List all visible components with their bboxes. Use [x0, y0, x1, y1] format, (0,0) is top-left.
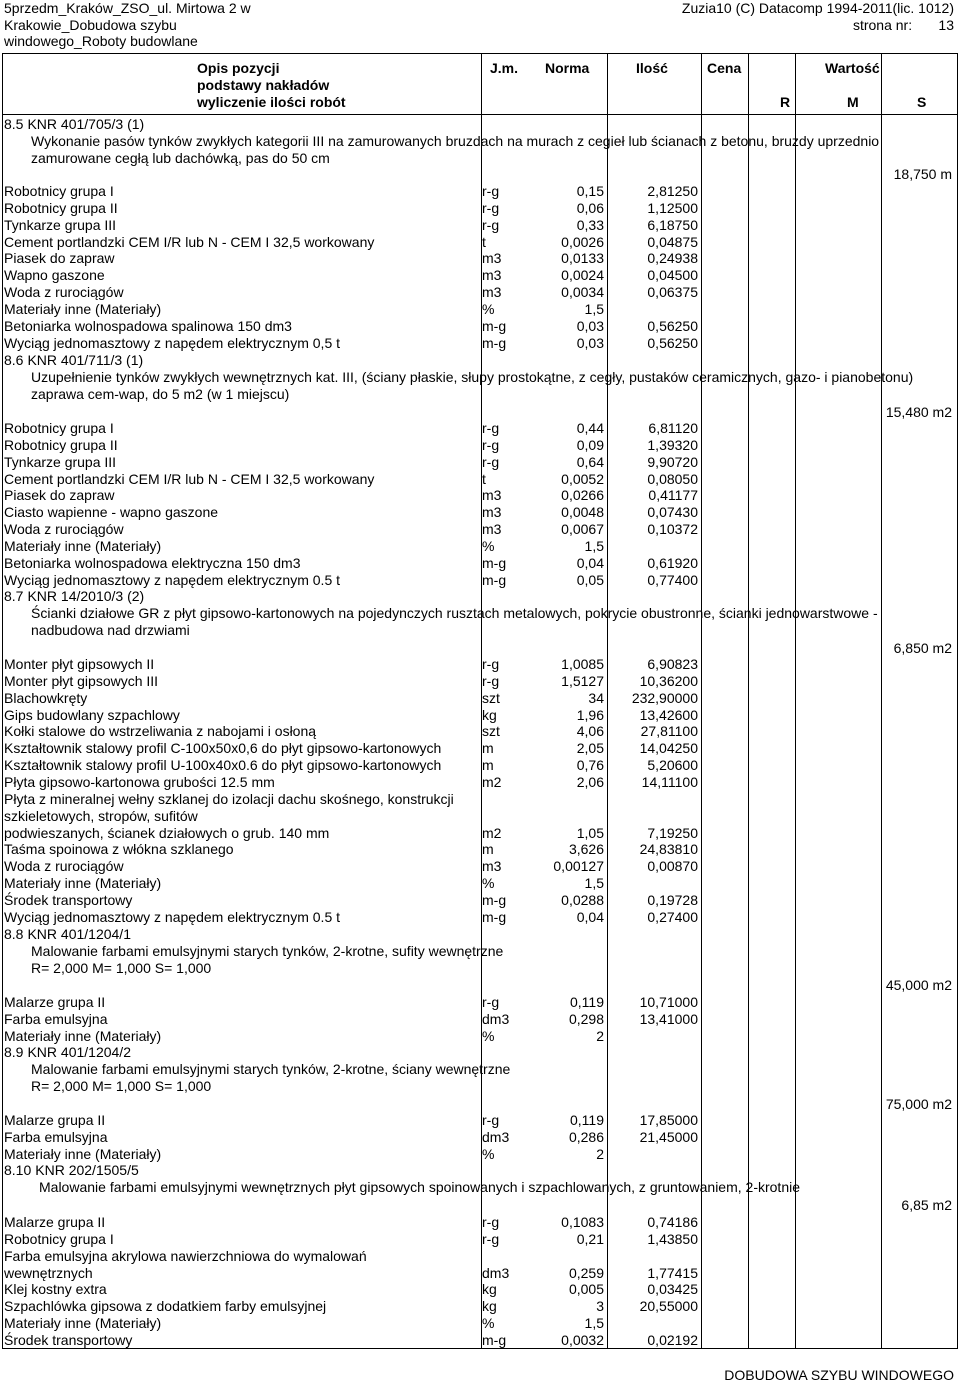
position-description: Uzupełnienie tynków zwykłych wewnętrznych kat. III, (ściany płaskie, słupy prostokątne, z cegły, pustaków ceramicznych, gazo- i pianobetonu): [31, 369, 914, 385]
cell-qty: 14,11100: [641, 773, 698, 790]
cell-norm: 0,05: [576, 571, 604, 588]
cell-qty: 0,06375: [647, 284, 698, 301]
header-divider: [3, 114, 957, 115]
cell-qty: 0,56250: [647, 317, 698, 334]
col-desc-line-3: wyliczenie ilości robót: [197, 94, 346, 110]
cell-desc: Betoniarka wolnospadowa spalinowa 150 dm3: [4, 317, 292, 334]
col-desc-line-1: Opis pozycji: [197, 60, 280, 76]
table-row: [0, 1281, 960, 1298]
cell-unit: dm3: [482, 1264, 510, 1281]
cell-qty: 0,04875: [647, 233, 698, 250]
column-header-m: M: [847, 94, 859, 110]
column-header-unit: J.m.: [490, 60, 519, 76]
table-row: [0, 250, 960, 267]
position-no: 8.8: [4, 926, 24, 942]
header-right: [682, 0, 954, 33]
cell-desc: Robotnicy grupa II: [4, 199, 118, 216]
cell-qty: 0,04500: [647, 267, 698, 284]
position-code: KNR 401/1204/1: [27, 926, 131, 942]
column-header-norm: Norma: [545, 60, 590, 76]
table-row: [0, 183, 960, 200]
page-number: 13: [938, 16, 954, 33]
cell-norm: 1,5: [584, 875, 604, 892]
header-line-1: 5przedm_Kraków_ZSO_ul. Mirtowa 2 w: [4, 0, 251, 16]
table-row: [0, 200, 960, 217]
cell-desc: Materiały inne (Materiały): [4, 1145, 162, 1162]
table-row: [0, 994, 960, 1011]
cell-unit: r-g: [482, 1214, 500, 1230]
cell-desc: Materiały inne (Materiały): [4, 1027, 162, 1044]
cell-unit: m3: [482, 504, 502, 521]
cell-qty: 0,08050: [647, 470, 698, 487]
cell-unit: r-g: [482, 656, 500, 672]
cell-norm: 0,0266: [561, 487, 604, 504]
cell-qty: 0,00870: [647, 858, 698, 875]
cell-unit: %: [482, 1315, 495, 1332]
cell-qty: 1,12500: [647, 199, 698, 216]
position-no: 8.9: [4, 1044, 24, 1060]
cell-unit: kg: [482, 706, 497, 723]
cell-desc: Robotnicy grupa I: [4, 420, 114, 436]
cell-desc: Piasek do zapraw: [4, 250, 115, 267]
cell-norm: 0,0034: [561, 284, 604, 301]
position-number: [4, 352, 143, 369]
table-row: [0, 301, 960, 318]
position-code: KNR 202/1505/5: [35, 1162, 139, 1178]
column-header-quantity: Ilość: [636, 60, 668, 76]
cell-qty: 17,85000: [639, 1112, 698, 1128]
column-header-r: R: [780, 94, 791, 110]
cell-norm: 2,05: [576, 740, 604, 757]
cell-desc: Szpachlówka gipsowa z dodatkiem farby emulsyjnej: [4, 1298, 327, 1315]
cell-unit: r-g: [482, 672, 500, 689]
cell-qty: 20,55000: [639, 1298, 698, 1315]
page-indicator: [682, 17, 954, 34]
header-line-2: Krakowie_Dobudowa szybu: [4, 16, 177, 33]
cell-desc: Wyciąg jednomasztowy z napędem elektrycznym 0,5 t: [4, 334, 341, 351]
position-description: zamurowane cegłą lub dachówką, pas do 50 cm: [31, 150, 330, 166]
position-quantity: 18,750 m: [893, 166, 952, 182]
position-quantity: 45,000 m2: [885, 977, 952, 993]
column-header-value: Wartość: [825, 60, 880, 76]
cell-norm: 0,76: [576, 757, 604, 774]
cell-desc: Płyta z mineralnej wełny szklanej do izolacji dachu skośnego, konstrukcji: [4, 790, 454, 807]
cell-desc: Farba emulsyjna akrylowa nawierzchniowa do wymalowań: [4, 1247, 367, 1264]
cell-desc: Woda z rurociągów: [4, 521, 124, 538]
position-number: [4, 588, 144, 605]
cell-norm: 2,06: [576, 773, 604, 790]
table-row: [0, 521, 960, 538]
cell-unit: dm3: [482, 1010, 510, 1027]
cell-desc: podwieszanych, ścianek działowych o grub. 140 mm: [4, 824, 330, 841]
cell-qty: 10,71000: [639, 994, 698, 1010]
cell-norm: 0,0032: [561, 1331, 604, 1348]
cell-norm: 0,03: [576, 334, 604, 351]
cell-desc: Woda z rurociągów: [4, 858, 124, 875]
cell-norm: 0,04: [576, 908, 604, 925]
cell-unit: r-g: [482, 994, 500, 1010]
cell-qty: 2,81250: [647, 183, 698, 199]
table-row: [0, 1231, 960, 1248]
cell-unit: m: [482, 757, 494, 774]
table-row: [0, 487, 960, 504]
table-row: [0, 1112, 960, 1129]
cell-desc: Płyta gipsowo-kartonowa grubości 12.5 mm: [4, 773, 275, 790]
cell-norm: 2: [596, 1145, 604, 1162]
table-row: [0, 690, 960, 707]
position-description: Malowanie farbami emulsyjnymi wewnętrznych płyt gipsowych spoinowanych i szpachlowanych, z gruntowaniem, 2-krotnie: [39, 1179, 801, 1195]
cell-norm: 0,64: [576, 453, 604, 470]
header-line-3: windowego_Roboty budowlane: [4, 33, 198, 49]
cell-unit: m-g: [482, 1331, 507, 1348]
cell-unit: m3: [482, 858, 502, 875]
table-row: [0, 267, 960, 284]
cell-norm: 0,33: [576, 216, 604, 233]
table-row: [0, 437, 960, 454]
cell-norm: 0,21: [576, 1230, 604, 1247]
cell-norm: 0,0024: [561, 267, 604, 284]
position-number: [4, 116, 144, 133]
cell-unit: dm3: [482, 1128, 510, 1145]
cell-norm: 0,44: [576, 420, 604, 436]
cell-unit: m2: [482, 773, 502, 790]
cell-norm: 1,96: [576, 706, 604, 723]
col-desc-line-2: podstawy nakładów: [197, 77, 330, 93]
table-row: [0, 471, 960, 488]
cell-unit: %: [482, 1027, 495, 1044]
header-left: [4, 0, 251, 50]
cell-unit: m2: [482, 824, 502, 841]
cell-unit: %: [482, 300, 495, 317]
position-description: Wykonanie pasów tynków zwykłych kategorii III na zamurowanych bruzdach na murach z cegieł lub ścianach z betonu, bruzdy uprzednio: [31, 133, 880, 149]
cell-norm: 1,5: [584, 1315, 604, 1332]
cell-qty: 0,41177: [648, 487, 698, 504]
cell-desc: Wapno gaszone: [4, 267, 105, 284]
cell-desc: Środek transportowy: [4, 891, 133, 908]
position-description: Malowanie farbami emulsyjnymi starych tynków, 2-krotne, ściany wewnętrzne: [31, 1061, 511, 1077]
cell-unit: m-g: [482, 891, 507, 908]
cell-qty: 7,19250: [647, 824, 698, 841]
cell-desc: Materiały inne (Materiały): [4, 537, 162, 554]
position-code: KNR 401/711/3 (1): [27, 352, 144, 368]
cell-desc: Robotnicy grupa II: [4, 436, 118, 453]
table-row: [0, 420, 960, 437]
cell-unit: m-g: [482, 334, 507, 351]
cell-desc: Malarze grupa II: [4, 1112, 106, 1128]
cell-desc: Farba emulsyjna: [4, 1128, 108, 1145]
cell-qty: 0,02192: [647, 1331, 698, 1348]
position-quantity: 15,480 m2: [885, 404, 952, 420]
table-row: [0, 757, 960, 774]
cell-qty: 6,90823: [647, 656, 698, 672]
cell-unit: %: [482, 1145, 495, 1162]
cell-unit: m3: [482, 250, 502, 267]
cell-qty: 0,07430: [647, 504, 698, 521]
cell-qty: 0,77400: [647, 571, 698, 588]
cell-qty: 6,18750: [647, 216, 698, 233]
cell-unit: r-g: [482, 216, 500, 233]
cell-unit: t: [482, 233, 486, 250]
table-row: [0, 1028, 960, 1045]
cell-unit: t: [482, 470, 486, 487]
position-description: Ścianki działowe GR z płyt gipsowo-kartonowych na pojedynczych rusztach metalowych, pokrycie obustronne, ścianki jednowarstwowe -: [31, 605, 878, 621]
cell-norm: 0,0288: [561, 891, 604, 908]
cell-unit: r-g: [482, 420, 500, 436]
table-row: [0, 217, 960, 234]
cell-desc: Materiały inne (Materiały): [4, 300, 162, 317]
cell-unit: szt: [482, 689, 500, 706]
cell-norm: 0,03: [576, 317, 604, 334]
cell-unit: m: [482, 841, 494, 858]
cell-desc: Taśma spoinowa z włókna szklanego: [4, 841, 234, 858]
cell-unit: r-g: [482, 183, 500, 199]
cell-unit: m: [482, 740, 494, 757]
position-number: [4, 1162, 139, 1179]
column-header-price: Cena: [707, 60, 742, 76]
table-row: [0, 656, 960, 673]
cell-qty: 0,74186: [647, 1214, 698, 1230]
software-title: Zuzia10 (C) Datacomp 1994-2011(lic. 1012): [681, 0, 954, 16]
column-header-s: S: [917, 94, 927, 110]
cell-desc: Kształtownik stalowy profil C-100x50x0,6 do płyt gipsowo-kartonowych: [4, 740, 442, 757]
cell-qty: 13,41000: [639, 1010, 698, 1027]
cell-desc: wewnętrznych: [4, 1264, 93, 1281]
cell-unit: m-g: [482, 908, 507, 925]
cell-norm: 0,0048: [561, 504, 604, 521]
cell-desc: Wyciąg jednomasztowy z napędem elektrycznym 0.5 t: [4, 571, 341, 588]
cell-norm: 0,0026: [561, 233, 604, 250]
cell-unit: m3: [482, 487, 502, 504]
table-row: [0, 774, 960, 791]
cell-desc: Blachowkręty: [4, 689, 88, 706]
cell-norm: 1,5: [584, 300, 604, 317]
table-row: [0, 1265, 960, 1282]
position-number: [4, 1044, 131, 1061]
cell-qty: 9,90720: [647, 453, 698, 470]
table-row: [0, 791, 960, 808]
cell-norm: 0,119: [570, 994, 604, 1010]
position-code: KNR 401/705/3 (1): [27, 116, 145, 132]
position-number: [4, 926, 131, 943]
table-row: [0, 740, 960, 757]
cell-norm: 3: [596, 1298, 604, 1315]
table-row: [0, 1298, 960, 1315]
cell-desc: Malarze grupa II: [4, 1214, 106, 1230]
position-description: R= 2,000 M= 1,000 S= 1,000: [31, 1078, 212, 1094]
cell-norm: 0,09: [576, 436, 604, 453]
cell-norm: 2: [596, 1027, 604, 1044]
cell-norm: 0,298: [568, 1010, 604, 1027]
position-no: 8.7: [4, 588, 24, 604]
cell-qty: 0,27400: [647, 908, 698, 925]
position-description: Malowanie farbami emulsyjnymi starych tynków, 2-krotne, sufity wewnętrzne: [31, 943, 504, 959]
cell-desc: Monter płyt gipsowych III: [4, 672, 159, 689]
table-row: [0, 318, 960, 335]
table-row: [0, 1011, 960, 1028]
position-description: R= 2,000 M= 1,000 S= 1,000: [31, 960, 212, 976]
cell-unit: m3: [482, 521, 502, 538]
table-row: [0, 1332, 960, 1349]
position-quantity: 6,85 m2: [901, 1197, 952, 1213]
cell-unit: m-g: [482, 317, 507, 334]
cell-norm: 1,5127: [561, 672, 604, 689]
cell-desc: Robotnicy grupa I: [4, 1230, 114, 1247]
table-row: [0, 572, 960, 589]
table-row: [0, 707, 960, 724]
cell-qty: 0,19728: [647, 891, 698, 908]
cell-desc: Robotnicy grupa I: [4, 183, 114, 199]
table-row: [0, 555, 960, 572]
cell-unit: szt: [482, 723, 500, 740]
cell-qty: 27,81100: [640, 723, 698, 740]
cell-qty: 0,10372: [647, 521, 698, 538]
table-row: [0, 454, 960, 471]
table-row: [0, 723, 960, 740]
position-code: KNR 14/2010/3 (2): [27, 588, 145, 604]
cell-qty: 1,43850: [647, 1230, 698, 1247]
cell-desc: Monter płyt gipsowych II: [4, 656, 155, 672]
cell-unit: m3: [482, 267, 502, 284]
cell-qty: 1,77415: [647, 1264, 698, 1281]
table-row: [0, 858, 960, 875]
table-row: [0, 909, 960, 926]
table-row: [0, 504, 960, 521]
cell-desc: Betoniarka wolnospadowa elektryczna 150 dm3: [4, 554, 301, 571]
cell-qty: 24,83810: [639, 841, 698, 858]
table-row: [0, 538, 960, 555]
cell-qty: 14,04250: [639, 740, 698, 757]
cell-unit: kg: [482, 1298, 497, 1315]
cell-qty: 0,03425: [647, 1281, 698, 1298]
table-row: [0, 1248, 960, 1265]
cell-desc: szkieletowych, stropów, sufitów: [4, 807, 198, 824]
position-no: 8.10: [4, 1162, 32, 1178]
cell-qty: 13,42600: [639, 706, 698, 723]
cell-norm: 0,0133: [561, 250, 604, 267]
table-row: [0, 335, 960, 352]
position-description: nadbudowa nad drzwiami: [31, 622, 190, 638]
table-row: [0, 1129, 960, 1146]
table-row: [0, 284, 960, 301]
table-row: [0, 841, 960, 858]
cell-qty: 1,39320: [647, 436, 698, 453]
cell-norm: 0,15: [576, 183, 604, 199]
table-row: [0, 1315, 960, 1332]
cell-norm: 3,626: [568, 841, 604, 858]
cell-norm: 1,05: [576, 824, 604, 841]
cell-norm: 1,0085: [561, 656, 604, 672]
cell-unit: m-g: [482, 554, 507, 571]
cell-desc: Piasek do zapraw: [4, 487, 115, 504]
cell-norm: 0,00127: [553, 858, 604, 875]
table-row: [0, 808, 960, 825]
cell-unit: r-g: [482, 1230, 500, 1247]
table-row: [0, 825, 960, 842]
cell-norm: 4,06: [576, 723, 604, 740]
cell-desc: Kołki stalowe do wstrzeliwania z nabojami i osłoną: [4, 723, 317, 740]
cell-qty: 21,45000: [639, 1128, 698, 1145]
cell-unit: r-g: [482, 436, 500, 453]
cell-norm: 0,1083: [561, 1214, 604, 1230]
cell-desc: Malarze grupa II: [4, 994, 106, 1010]
cell-norm: 0,005: [568, 1281, 604, 1298]
cell-norm: 0,04: [576, 554, 604, 571]
cell-norm: 0,0067: [561, 521, 604, 538]
cell-desc: Ciasto wapienne - wapno gaszone: [4, 504, 219, 521]
cell-desc: Wyciąg jednomasztowy z napędem elektrycznym 0.5 t: [4, 908, 341, 925]
cell-unit: r-g: [482, 1112, 500, 1128]
cell-qty: 0,56250: [647, 334, 698, 351]
cell-norm: 1,5: [584, 537, 604, 554]
cell-qty: 10,36200: [639, 672, 698, 689]
page-label: strona nr:: [852, 16, 913, 33]
table-row: [0, 1146, 960, 1163]
cell-norm: 0,259: [568, 1264, 604, 1281]
cell-desc: Farba emulsyjna: [4, 1010, 108, 1027]
cell-qty: 6,81120: [648, 420, 698, 436]
table-row: [0, 673, 960, 690]
cell-unit: m3: [482, 284, 502, 301]
cell-norm: 0,06: [576, 199, 604, 216]
cell-desc: Tynkarze grupa III: [4, 453, 117, 470]
cell-norm: 0,286: [568, 1128, 604, 1145]
cell-unit: r-g: [482, 199, 500, 216]
position-quantity: 6,850 m2: [893, 640, 952, 656]
position-no: 8.6: [4, 352, 24, 368]
position-quantity: 75,000 m2: [885, 1096, 952, 1112]
table-row: [0, 892, 960, 909]
cell-desc: Materiały inne (Materiały): [4, 875, 162, 892]
cell-unit: %: [482, 537, 495, 554]
position-description: zaprawa cem-wap, do 5 m2 (w 1 miejscu): [31, 386, 290, 402]
table-row: [0, 875, 960, 892]
position-code: KNR 401/1204/2: [27, 1044, 131, 1060]
table-row: [0, 1214, 960, 1231]
column-header-description: [197, 60, 357, 111]
cell-desc: Cement portlandzki CEM I/R lub N - CEM I 32,5 workowany: [4, 470, 375, 487]
cell-desc: Woda z rurociągów: [4, 284, 124, 301]
cell-norm: 34: [588, 689, 604, 706]
cell-unit: %: [482, 875, 495, 892]
cell-unit: kg: [482, 1281, 497, 1298]
cell-desc: Gips budowlany szpachlowy: [4, 706, 180, 723]
cell-unit: r-g: [482, 453, 500, 470]
table-row: [0, 234, 960, 251]
cell-qty: 0,61920: [647, 554, 698, 571]
cell-desc: Kształtownik stalowy profil U-100x40x0.6 do płyt gipsowo-kartonowych: [4, 757, 442, 774]
position-no: 8.5: [4, 116, 24, 132]
cell-qty: 232,90000: [631, 689, 698, 706]
document-footer: DOBUDOWA SZYBU WINDOWEGO: [724, 1367, 954, 1383]
cell-qty: 0,24938: [647, 250, 698, 267]
cell-qty: 5,20600: [647, 757, 698, 774]
cell-desc: Cement portlandzki CEM I/R lub N - CEM I 32,5 workowany: [4, 233, 375, 250]
cell-norm: 0,119: [570, 1112, 604, 1128]
cell-desc: Klej kostny extra: [4, 1281, 107, 1298]
cell-desc: Tynkarze grupa III: [4, 216, 117, 233]
cell-desc: Materiały inne (Materiały): [4, 1315, 162, 1332]
cell-unit: m-g: [482, 571, 507, 588]
cell-desc: Środek transportowy: [4, 1331, 133, 1348]
cell-norm: 0,0052: [561, 470, 604, 487]
